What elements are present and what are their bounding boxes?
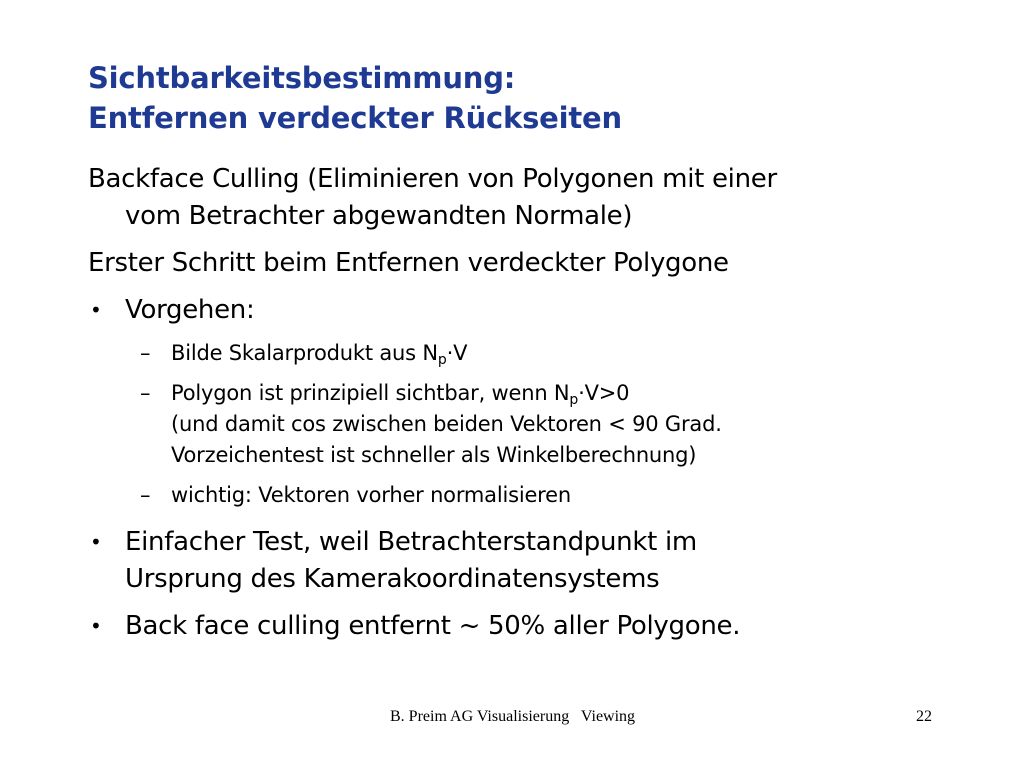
bullet-icon: •	[90, 614, 102, 638]
page-number: 22	[916, 708, 932, 725]
bullet-text: Back face culling entfernt ~ 50% aller Polygone.	[125, 611, 741, 641]
subscript-p: p	[569, 392, 579, 408]
bullet-item-vorgehen	[88, 292, 968, 329]
slide-title-line-2: Entfernen verdeckter Rückseiten	[88, 101, 622, 135]
dash-icon: –	[140, 381, 151, 405]
slide-title	[88, 58, 968, 138]
bullet-icon: •	[90, 530, 102, 554]
sub-item-text: Vorzeichentest ist schneller als Winkelberechnung)	[171, 443, 697, 467]
bullet-text: Ursprung des Kamerakoordinatensystems	[125, 564, 660, 594]
dash-icon: –	[140, 341, 151, 365]
paragraph-line: vom Betrachter abgewandten Normale)	[125, 201, 633, 231]
sub-item-skalarprodukt	[88, 338, 968, 369]
sub-item-text: ⋅V	[446, 341, 468, 365]
footer-text: B. Preim AG Visualisierung Viewing	[390, 708, 636, 725]
first-step-paragraph: Erster Schritt beim Entfernen verdeckter Polygone	[88, 248, 729, 278]
bullet-item-einfacher-test	[88, 524, 968, 598]
sub-item-text: Bilde Skalarprodukt aus N	[171, 341, 438, 365]
sub-item-text: ⋅V>0	[578, 381, 630, 405]
bullet-text: Einfacher Test, weil Betrachterstandpunkt im	[125, 527, 697, 557]
sub-item-text: (und damit cos zwischen beiden Vektoren < 90 Grad.	[171, 412, 722, 436]
backface-culling-paragraph	[88, 161, 968, 235]
dash-icon: –	[140, 483, 151, 507]
paragraph-line: Backface Culling (Eliminieren von Polygonen mit einer	[88, 164, 777, 194]
bullet-icon: •	[90, 298, 102, 322]
subscript-p: p	[437, 352, 447, 368]
slide-body	[88, 161, 968, 645]
sub-item-sichtbarkeit	[88, 378, 968, 471]
bullet-item-back-face-culling	[88, 608, 968, 645]
sub-item-text: wichtig: Vektoren vorher normalisieren	[171, 483, 571, 507]
bullet-text: Vorgehen:	[125, 295, 255, 325]
sub-item-text: Polygon ist prinzipiell sichtbar, wenn N	[171, 381, 570, 405]
slide-title-line-1: Sichtbarkeitsbestimmung:	[88, 61, 516, 95]
sub-item-normalisieren	[88, 480, 968, 511]
